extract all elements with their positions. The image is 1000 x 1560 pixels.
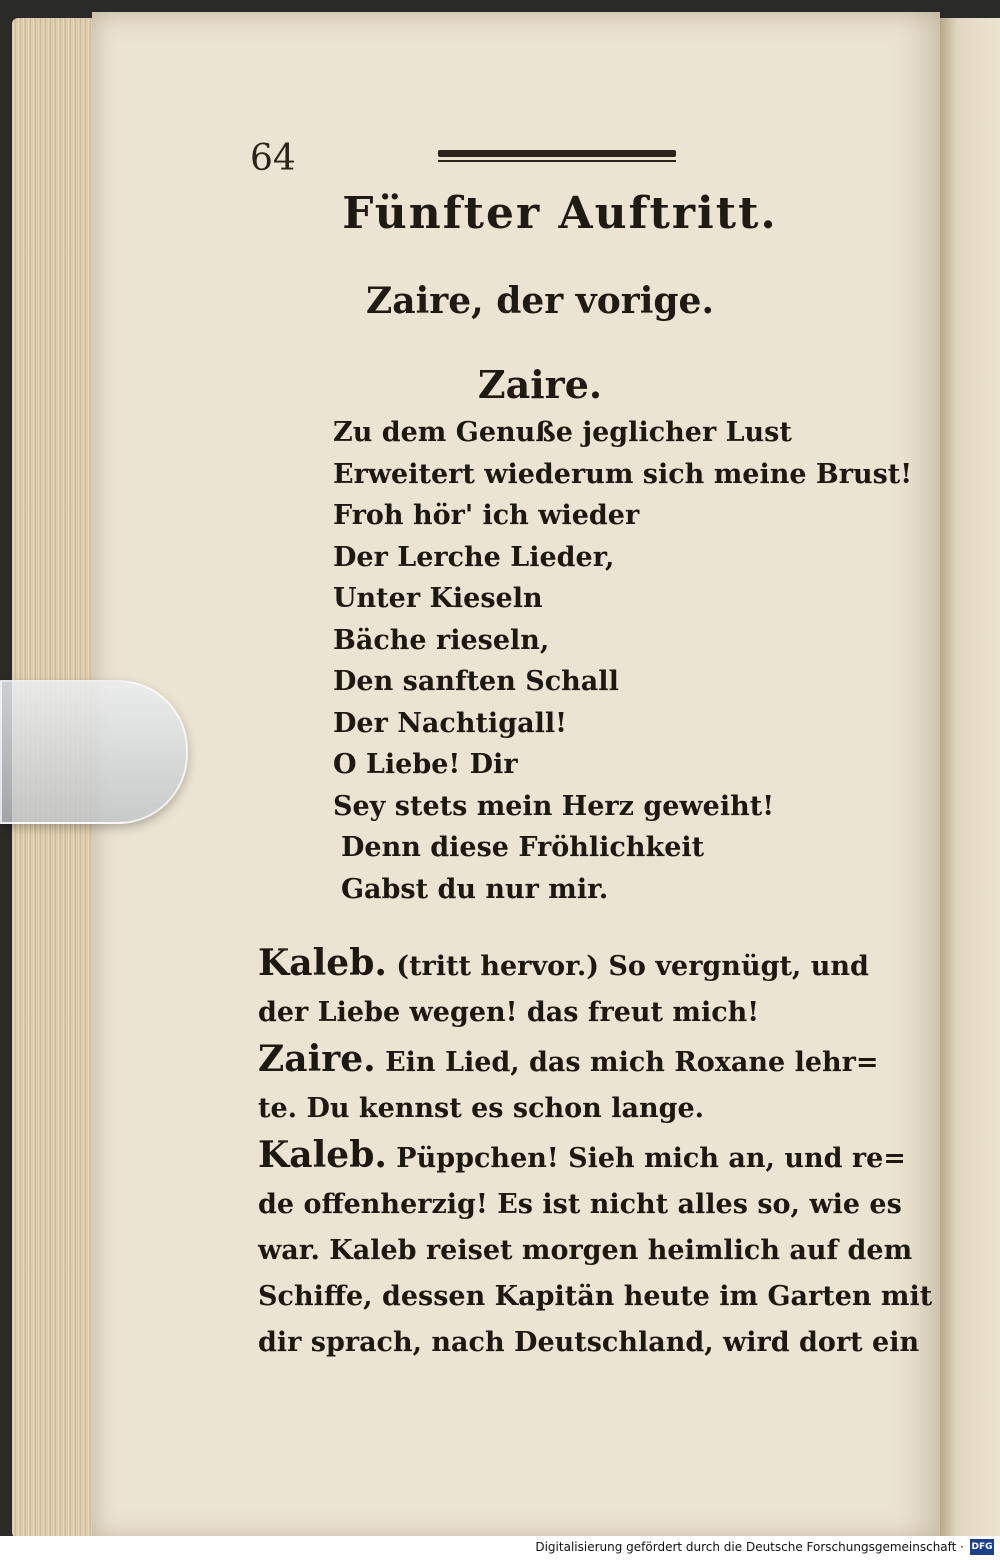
dialogue-text-span: Schiffe, dessen Kapitän heute im Garten mit	[258, 1281, 933, 1312]
speaker-name: Kaleb.	[258, 942, 387, 984]
verse-line: Denn diese Fröhlichkeit	[341, 832, 705, 863]
verse-line: Unter Kieseln	[333, 583, 543, 614]
page-clip	[0, 680, 188, 824]
verse-line: Der Lerche Lieder,	[333, 541, 615, 573]
verse-line: Erweitert wiederum sich meine Brust!	[333, 458, 913, 490]
dialogue-text-span: (tritt hervor.) So vergnügt, und	[386, 951, 869, 982]
verse-line: Sey stets mein Herz geweiht!	[333, 790, 775, 822]
characters-line: Zaire, der vorige.	[366, 280, 714, 322]
header-rule	[438, 150, 676, 157]
dialogue-text-span: de offenherzig! Es ist nicht alles so, wie es	[258, 1189, 902, 1220]
verse-line: Gabst du nur mir.	[341, 873, 609, 905]
dialogue-line	[258, 940, 868, 990]
funding-credit: Digitalisierung gefördert durch die Deutsche Forschungsgemeinschaft ·	[535, 1540, 964, 1554]
dialogue-line	[258, 1274, 933, 1320]
verse-line: Zu dem Genuße jeglicher Lust	[333, 417, 792, 448]
scene-title: Fünfter Auftritt.	[342, 188, 778, 239]
speaker-name: Zaire.	[258, 1038, 376, 1080]
dfg-logo-icon: DFG	[970, 1539, 994, 1555]
dialogue-line	[258, 1086, 868, 1132]
verse-line: Bäche rieseln,	[333, 624, 550, 656]
verse-line: O Liebe! Dir	[333, 749, 518, 780]
dialogue-line	[258, 1182, 902, 1228]
dialogue-text-span: war. Kaleb reiset morgen heimlich auf dem	[258, 1235, 913, 1266]
song-verse	[333, 412, 913, 910]
dialogue-text-span: Püppchen! Sieh mich an, und re=	[386, 1143, 906, 1174]
dialogue-text-span: Ein Lied, das mich Roxane lehr=	[375, 1047, 879, 1078]
dialogue-line	[258, 1228, 913, 1274]
speaker-name: Kaleb.	[258, 1134, 387, 1176]
dialogue-line	[258, 1036, 879, 1086]
verse-line: Der Nachtigall!	[333, 707, 567, 739]
page-number: 64	[250, 138, 296, 179]
verse-line: Froh hör' ich wieder	[333, 500, 640, 531]
dialogue-line	[258, 990, 868, 1036]
verse-line: Den sanften Schall	[333, 666, 619, 697]
dialogue-text-span: dir sprach, nach Deutschland, wird dort ein	[258, 1327, 920, 1358]
dialogue-text-span: te. Du kennst es schon lange.	[258, 1093, 705, 1124]
dialogue-line	[258, 1320, 920, 1366]
dialogue-text	[258, 940, 933, 1366]
next-page-edge	[940, 18, 1000, 1538]
dialogue-line	[258, 1132, 906, 1182]
dialogue-text-span: der Liebe wegen! das freut mich!	[258, 997, 760, 1028]
speaker-heading: Zaire.	[477, 362, 603, 407]
